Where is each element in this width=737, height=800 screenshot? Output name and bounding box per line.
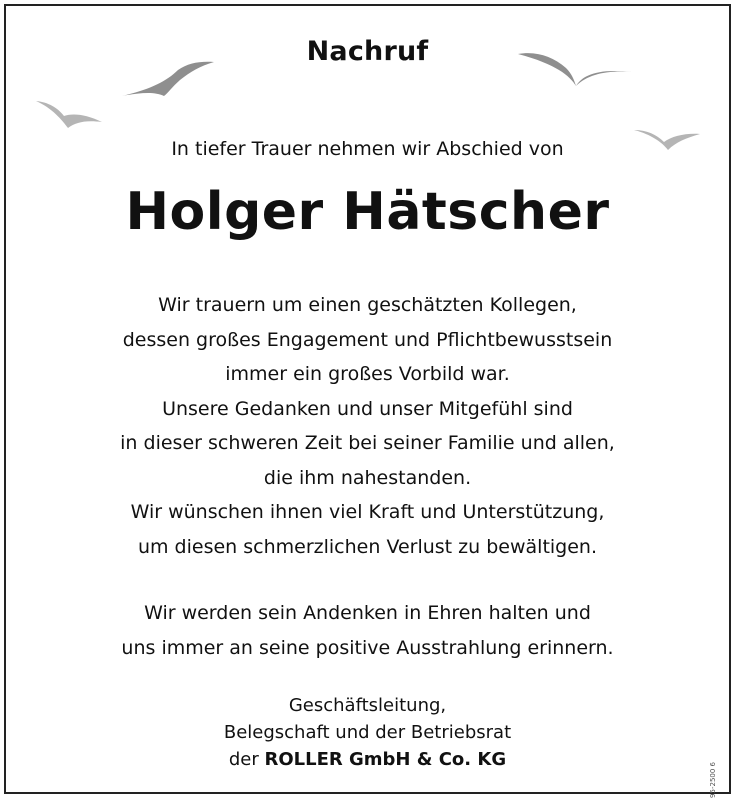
tribute-line: Wir trauern um einen geschätzten Kollegen,	[158, 294, 577, 316]
signature-line: Geschäftsleitung,	[288, 695, 447, 716]
signature-block	[6, 692, 729, 773]
remembrance-text	[6, 596, 729, 665]
tribute-line: Wir wünschen ihnen viel Kraft und Unterstützung,	[130, 501, 605, 523]
signature-prefix: der	[228, 749, 265, 770]
ad-code: 95-2500 6	[709, 762, 717, 798]
remembrance-line: Wir werden sein Andenken in Ehren halten und	[144, 602, 591, 624]
tribute-line: dessen großes Engagement und Pflichtbewusstsein	[122, 328, 613, 351]
signature-line: Belegschaft und der Betriebsrat	[223, 722, 512, 743]
tribute-line: immer ein großes Vorbild war.	[225, 363, 510, 385]
company-name: ROLLER GmbH & Co. KG	[264, 749, 507, 770]
deceased-name: Holger Hätscher	[125, 182, 610, 242]
notice-heading: Nachruf	[306, 36, 429, 67]
intro-text: In tiefer Trauer nehmen wir Abschied von	[171, 138, 564, 160]
tribute-line: um diesen schmerzlichen Verlust zu bewältigen.	[137, 535, 598, 558]
tribute-line: Unsere Gedanken und unser Mitgefühl sind	[162, 397, 573, 420]
tribute-line: in dieser schweren Zeit bei seiner Familie und allen,	[120, 432, 615, 454]
signature-company-line	[6, 746, 729, 773]
bird-icon	[34, 98, 104, 130]
obituary-frame	[4, 4, 731, 798]
remembrance-line: uns immer an seine positive Ausstrahlung erinnern.	[121, 636, 614, 659]
tribute-line: die ihm nahestanden.	[263, 466, 472, 489]
tribute-text	[6, 288, 729, 564]
